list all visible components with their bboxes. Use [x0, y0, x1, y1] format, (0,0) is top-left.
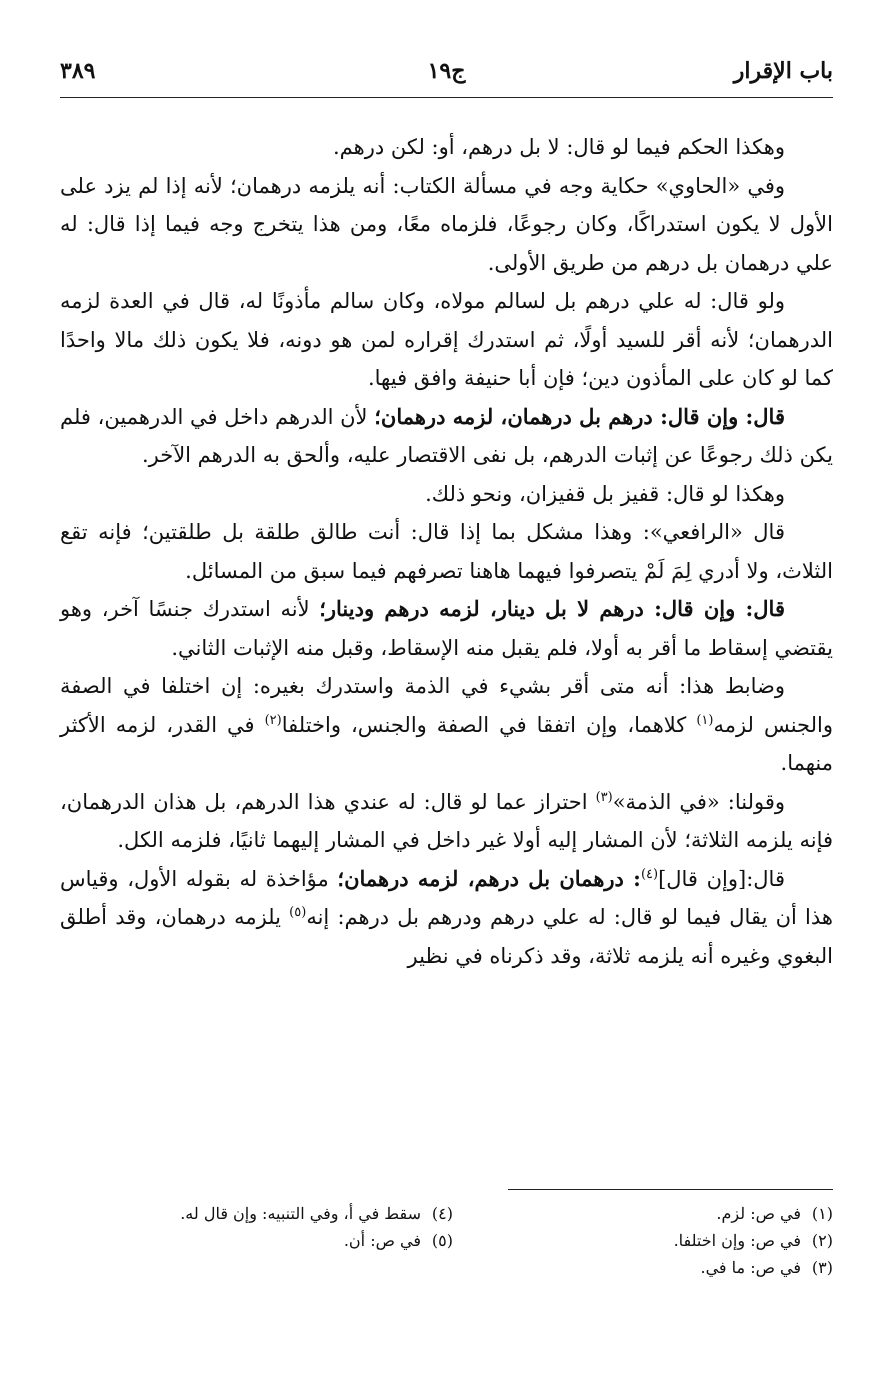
- paragraph-text: في القدر، لزمه الأكثر منهما.: [60, 712, 833, 775]
- quoted-matn: قال: وإن قال: درهم لا بل دينار، لزمه درهم ودينار؛: [319, 596, 785, 621]
- footnote-number: (١): [811, 1204, 833, 1223]
- paragraph-text: كلاهما، وإن اتفقا في الصفة والجنس، واختلفا: [281, 712, 697, 737]
- footnote-text: في ص: لزم.: [716, 1204, 801, 1223]
- paragraph-text: قال «الرافعي»: وهذا مشكل بما إذا قال: أنت طالق طلقة بل طلقتين؛ فإنه تقع الثلاث، ولا أدري لِمَ لَمْ يتصرفوا فيهما هاهنا تصرفهم فيما سبق من المسائل.: [60, 520, 833, 583]
- paragraph-text: مؤاخذة له بقوله الأول، وقياس هذا أن يقال فيما لو قال: له علي درهم ودرهم بل درهم: إنه: [60, 866, 833, 929]
- footnote-item: [473, 1254, 833, 1281]
- paragraph-text: ولو قال: له علي درهم بل لسالم مولاه، وكان سالم مأذونًا له، قال في العدة لزمه الدرهمان؛ لأنه أقر للسيد أولًا، ثم استدرك إقراره لمن هو دونه، فلا يكون ذلك مالا واحدًا كما لو كان على المأذون دين؛ فإن أبا حنيفة وافق فيها.: [60, 289, 833, 390]
- paragraph: [60, 860, 833, 976]
- chapter-title: باب الإقرار: [733, 58, 833, 84]
- paragraph: [60, 783, 833, 860]
- paragraph: [60, 475, 833, 514]
- footnote-divider: [508, 1189, 833, 1190]
- paragraph: [60, 128, 833, 167]
- footnote-item: [473, 1200, 833, 1227]
- main-text: [60, 128, 833, 975]
- footnote-text: في ص: وإن اختلفا.: [673, 1231, 801, 1250]
- paragraph-text: وفي «الحاوي» حكاية وجه في مسألة الكتاب: أنه يلزمه درهمان؛ لأنه إذا لم يزد على الأول لا يكون استدراكًا، وكان رجوعًا، فلزماه معًا، ومن هذا يتخرج وجه فيما إذا قال: له علي درهمان بل درهم من طريق الأولى.: [60, 173, 833, 275]
- footnotes-column-left: [73, 1200, 453, 1254]
- footnote-number: (٣): [811, 1258, 833, 1277]
- footnote-ref[interactable]: (٣): [595, 789, 613, 805]
- footnote-item: [73, 1200, 453, 1227]
- paragraph: [60, 398, 833, 475]
- paragraph: [60, 513, 833, 590]
- page-header: [60, 58, 833, 94]
- quoted-matn: قال: وإن قال: درهم بل درهمان، لزمه درهمان؛: [374, 403, 785, 429]
- paragraph-text: وهكذا الحكم فيما لو قال: لا بل درهم، أو: لكن درهم.: [332, 135, 785, 159]
- footnote-number: (٥): [431, 1231, 453, 1250]
- paragraph: [60, 590, 833, 667]
- volume-number: ج١٩: [427, 58, 466, 84]
- footnote-text: في ص: أن.: [343, 1231, 421, 1250]
- footnote-text: سقط في أ، وفي التنبيه: وإن قال له.: [180, 1204, 421, 1223]
- footnote-ref[interactable]: (٢): [264, 712, 282, 728]
- footnote-ref[interactable]: (٥): [289, 905, 307, 920]
- paragraph-text: وضابط هذا: أنه متى أقر بشيء في الذمة واستدرك بغيره: إن اختلفا في الصفة والجنس لزمه: [60, 674, 833, 737]
- footnote-ref[interactable]: (١): [696, 712, 714, 728]
- footnote-item: [473, 1227, 833, 1254]
- page-number: ٣٨٩: [60, 58, 96, 84]
- footnote-item: [73, 1227, 453, 1254]
- paragraph-text: يلزمه درهمان، وقد أطلق البغوي وغيره أنه يلزمه ثلاثة، وقد ذكرناه في نظير: [60, 905, 833, 968]
- footnotes-column-right: [473, 1200, 833, 1281]
- paragraph-text: احتراز عما لو قال: له عندي هذا الدرهم، بل هذان الدرهمان، فإنه يلزمه الثلاثة؛ لأن المشار إليه أولا غير داخل في المشار إليهما ثانيًا، فلزمه الكل.: [60, 789, 833, 852]
- paragraph-text: لأنه استدرك جنسًا آخر، وهو يقتضي إسقاط ما أقر به أولا، فلم يقبل منه الإسقاط، وقبل منه الإثبات الثاني.: [60, 597, 833, 660]
- header-divider: [60, 97, 833, 98]
- footnote-text: في ص: ما في.: [700, 1258, 801, 1277]
- paragraph: [60, 667, 833, 783]
- footnote-number: (٤): [431, 1204, 453, 1223]
- paragraph: [60, 282, 833, 398]
- paragraph: [60, 167, 833, 283]
- footnote-number: (٢): [811, 1231, 833, 1250]
- quoted-matn: : درهمان بل درهم، لزمه درهمان؛: [337, 865, 641, 891]
- paragraph-text: قال:[وإن قال]: [658, 866, 785, 891]
- paragraph-text: وقولنا: «في الذمة»: [612, 789, 785, 814]
- paragraph-text: لأن الدرهم داخل في الدرهمين، فلم يكن ذلك رجوعًا عن إثبات الدرهم، بل نفى الاقتصار عليه، وألحق به الدرهم الآخر.: [60, 404, 833, 467]
- footnote-ref[interactable]: (٤): [640, 866, 659, 882]
- paragraph-text: وهكذا لو قال: قفيز بل قفيزان، ونحو ذلك.: [425, 481, 785, 506]
